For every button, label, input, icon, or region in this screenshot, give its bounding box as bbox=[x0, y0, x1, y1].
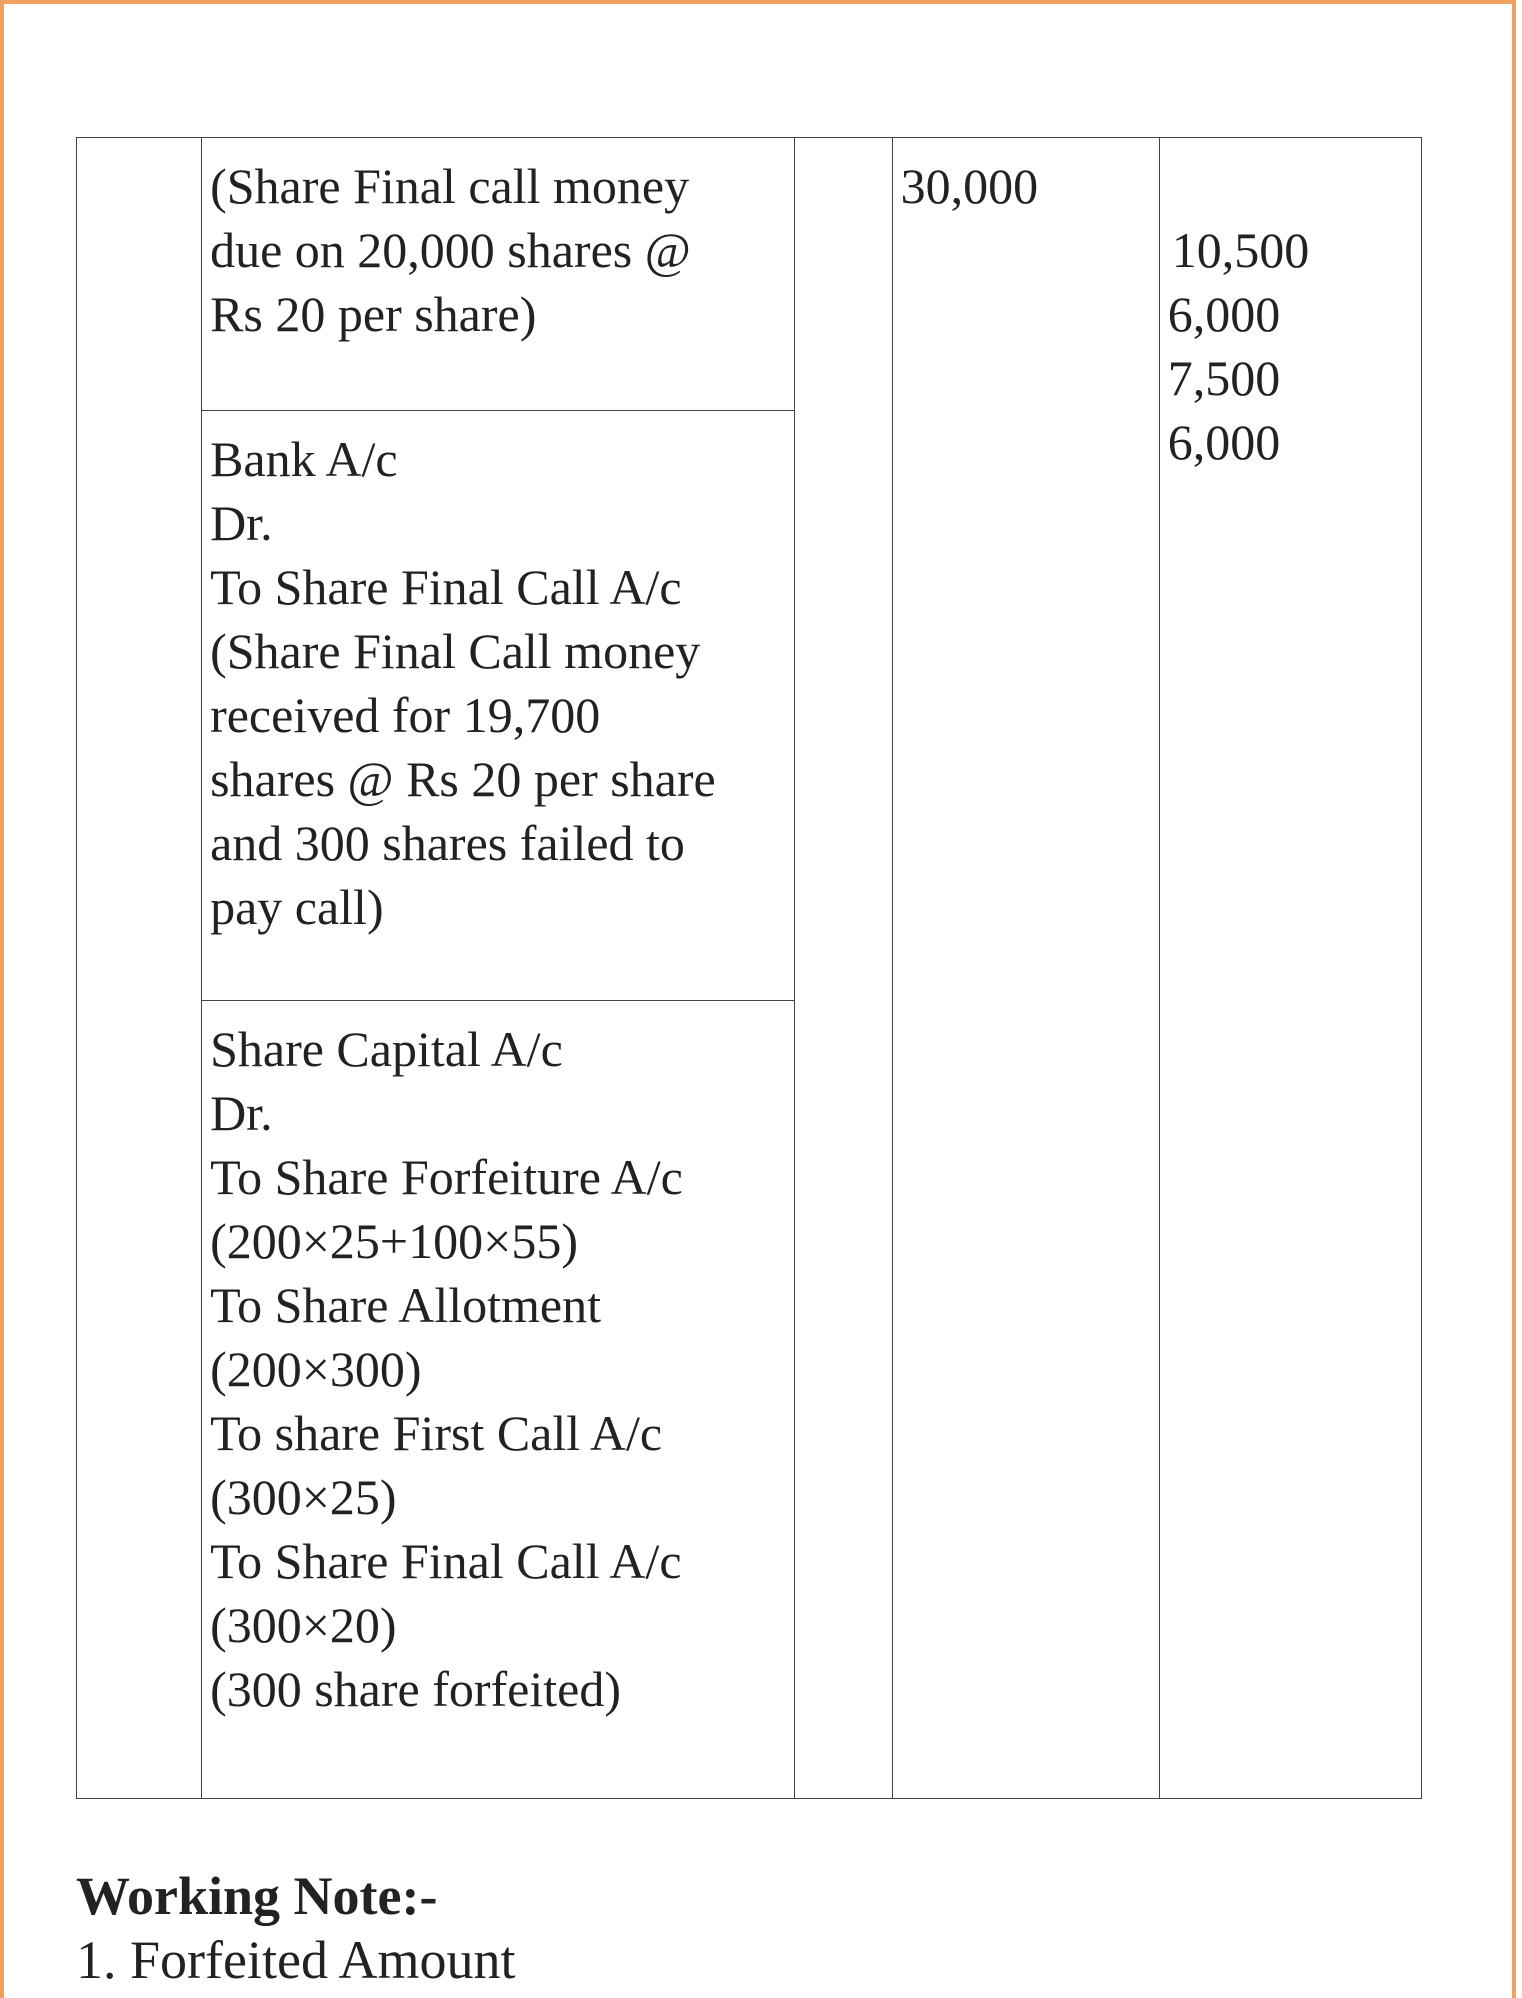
particulars-line: Bank A/c bbox=[210, 431, 398, 487]
table-row bbox=[77, 138, 1422, 1799]
journal-entry-3 bbox=[202, 1001, 793, 1721]
debit-amount: 30,000 bbox=[900, 158, 1039, 214]
credit-amount-cell bbox=[1159, 138, 1421, 1799]
working-note bbox=[76, 1864, 515, 1992]
journal-entry-2 bbox=[202, 411, 793, 1001]
particulars-line: (Share Final call money bbox=[210, 158, 690, 214]
credit-amount: 6,000 bbox=[1167, 414, 1281, 470]
date-cell bbox=[77, 138, 202, 1799]
working-note-item: 1. Forfeited Amount bbox=[76, 1930, 516, 1990]
particulars-line: (200×300) bbox=[210, 1341, 422, 1397]
particulars-line: Dr. bbox=[210, 1085, 273, 1141]
particulars-line: received for 19,700 bbox=[210, 687, 601, 743]
particulars-line: pay call) bbox=[210, 879, 384, 935]
debit-amount-cell bbox=[892, 138, 1159, 1799]
particulars-line: To Share Final Call A/c bbox=[210, 559, 682, 615]
particulars-line: Share Capital A/c bbox=[210, 1021, 563, 1077]
journal-table bbox=[76, 137, 1422, 1799]
particulars-line: (200×25+100×55) bbox=[210, 1213, 578, 1269]
particulars-line: Rs 20 per share) bbox=[210, 286, 537, 342]
particulars-line: due on 20,000 shares @ bbox=[210, 222, 691, 278]
credit-amount: 7,500 bbox=[1167, 350, 1281, 406]
particulars-line: To Share Forfeiture A/c bbox=[210, 1149, 683, 1205]
credit-amount: 6,000 bbox=[1167, 286, 1281, 342]
particulars-line: and 300 shares failed to bbox=[210, 815, 685, 871]
particulars-line: shares @ Rs 20 per share bbox=[210, 751, 716, 807]
credit-amount: 10,500 bbox=[1171, 222, 1310, 278]
particulars-line: To Share Final Call A/c bbox=[210, 1533, 682, 1589]
particulars-line: (300×20) bbox=[210, 1597, 397, 1653]
particulars-line: Dr. bbox=[210, 495, 273, 551]
journal-entry-1 bbox=[202, 138, 793, 411]
particulars-line: To share First Call A/c bbox=[210, 1405, 663, 1461]
particulars-line: To Share Allotment bbox=[210, 1277, 601, 1333]
particulars-line: (300 share forfeited) bbox=[210, 1661, 621, 1717]
particulars-line: (300×25) bbox=[210, 1469, 397, 1525]
particulars-cell bbox=[202, 138, 794, 1799]
working-note-title: Working Note:- bbox=[76, 1866, 438, 1926]
particulars-line: (Share Final Call money bbox=[210, 623, 701, 679]
lf-cell bbox=[794, 138, 892, 1799]
